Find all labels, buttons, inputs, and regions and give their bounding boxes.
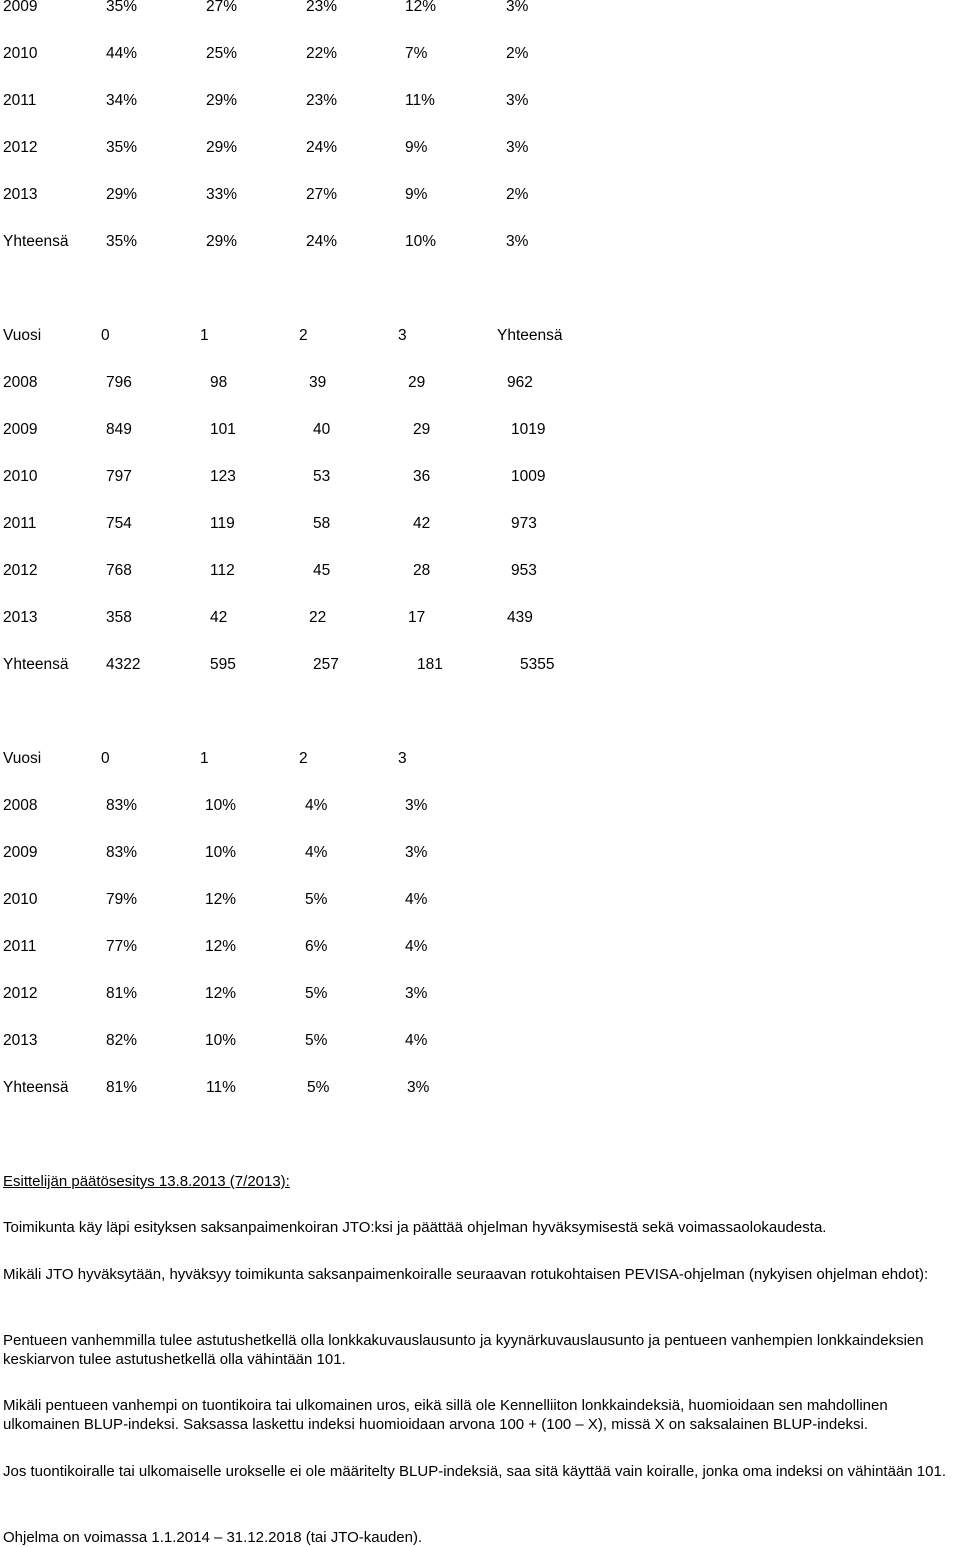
decision-heading-block — [3, 1172, 958, 1191]
year-cell: 2012 — [3, 139, 38, 156]
year-cell: 2010 — [3, 468, 38, 485]
paragraph-1-block — [3, 1218, 958, 1237]
value-cell: 849 — [106, 421, 132, 438]
value-cell: 754 — [106, 515, 132, 532]
value-cell: 12% — [405, 0, 437, 15]
value-cell: 1019 — [511, 421, 546, 438]
value-cell: 29 — [408, 374, 426, 391]
value-cell: 257 — [313, 656, 339, 673]
table-row — [0, 561, 960, 581]
value-cell: 29% — [106, 186, 138, 203]
value-cell: 11% — [206, 1079, 236, 1096]
table-row — [0, 514, 960, 534]
value-cell: 1009 — [511, 468, 546, 485]
value-cell: 6% — [305, 938, 328, 955]
value-cell: 35% — [106, 139, 138, 156]
value-cell: 595 — [210, 656, 236, 673]
value-cell: 27% — [306, 186, 338, 203]
value-cell: 3% — [405, 985, 428, 1002]
year-cell: 2009 — [3, 0, 38, 15]
paragraph-2-block — [3, 1265, 958, 1284]
table-row — [0, 373, 960, 393]
value-cell: 181 — [417, 656, 443, 673]
column-header: Yhteensä — [497, 327, 563, 344]
table-row — [0, 937, 960, 957]
value-cell: 2% — [506, 186, 529, 203]
year-cell: 2010 — [3, 891, 38, 908]
value-cell: 3% — [405, 844, 428, 861]
value-cell: 7% — [405, 45, 428, 62]
value-cell: 83% — [106, 844, 138, 861]
table-row-total — [0, 1078, 960, 1098]
value-cell: 79% — [106, 891, 138, 908]
paragraph-2: Mikäli JTO hyväksytään, hyväksyy toimikunta saksanpaimenkoiralle seuraavan rotukohtaisen PEVISA-ohjelman (nykyisen ohjelman ehdot): — [3, 1266, 929, 1283]
value-cell: 3% — [407, 1079, 430, 1096]
value-cell: 4% — [305, 844, 328, 861]
value-cell: 123 — [210, 468, 236, 485]
year-cell: 2008 — [3, 374, 38, 391]
value-cell: 58 — [313, 515, 331, 532]
table-row — [0, 420, 960, 440]
value-cell: 4% — [405, 1032, 428, 1049]
table-header-row — [0, 326, 960, 346]
value-cell: 22 — [309, 609, 327, 626]
value-cell: 39 — [309, 374, 327, 391]
total-label-cell: Yhteensä — [3, 233, 69, 250]
year-cell: 2011 — [3, 92, 37, 109]
value-cell: 29% — [206, 233, 238, 250]
value-cell: 4% — [405, 938, 428, 955]
value-cell: 29% — [206, 139, 238, 156]
value-cell: 25% — [206, 45, 238, 62]
value-cell: 34% — [106, 92, 138, 109]
value-cell: 42 — [210, 609, 228, 626]
value-cell: 83% — [106, 797, 138, 814]
year-cell: 2013 — [3, 609, 38, 626]
paragraph-4-block — [3, 1396, 958, 1434]
table-row — [0, 890, 960, 910]
year-cell: 2013 — [3, 1032, 38, 1049]
total-label-cell: Yhteensä — [3, 1079, 69, 1096]
paragraph-4: Mikäli pentueen vanhempi on tuontikoira tai ulkomainen uros, eikä sillä ole Kennelliiton lonkkaindeksiä, huomioidaan sen mahdollinen ulkomainen BLUP-indeksi. Saksassa laskettu indeksi huomioidaan arvona 100 + (100 – X), missä X on saksalainen BLUP-indeksi. — [3, 1397, 888, 1433]
column-header: Vuosi — [3, 750, 42, 767]
column-header: 3 — [398, 327, 407, 344]
value-cell: 3% — [506, 233, 529, 250]
column-header: Vuosi — [3, 327, 42, 344]
paragraph-1: Toimikunta käy läpi esityksen saksanpaimenkoiran JTO:ksi ja päättää ohjelman hyväksymisestä sekä voimassaolokaudesta. — [3, 1219, 827, 1236]
value-cell: 29 — [413, 421, 431, 438]
table-row — [0, 467, 960, 487]
value-cell: 10% — [205, 844, 237, 861]
value-cell: 28 — [413, 562, 431, 579]
total-label-cell: Yhteensä — [3, 656, 69, 673]
value-cell: 27% — [206, 0, 238, 15]
column-header: 1 — [200, 327, 209, 344]
value-cell: 973 — [511, 515, 537, 532]
value-cell: 10% — [205, 1032, 237, 1049]
table-row-total — [0, 655, 960, 675]
value-cell: 53 — [313, 468, 331, 485]
value-cell: 358 — [106, 609, 132, 626]
value-cell: 5% — [305, 891, 328, 908]
value-cell: 24% — [306, 233, 338, 250]
table-row — [0, 0, 960, 17]
value-cell: 3% — [405, 797, 428, 814]
table-row — [0, 843, 960, 863]
column-header: 3 — [398, 750, 407, 767]
value-cell: 9% — [405, 139, 428, 156]
value-cell: 4% — [405, 891, 428, 908]
value-cell: 3% — [506, 0, 529, 15]
value-cell: 3% — [506, 92, 529, 109]
value-cell: 5% — [307, 1079, 330, 1096]
value-cell: 2% — [506, 45, 529, 62]
value-cell: 36 — [413, 468, 431, 485]
value-cell: 40 — [313, 421, 331, 438]
year-cell: 2009 — [3, 844, 38, 861]
table-row — [0, 1031, 960, 1051]
value-cell: 29% — [206, 92, 238, 109]
value-cell: 5355 — [520, 656, 555, 673]
value-cell: 9% — [405, 186, 428, 203]
value-cell: 81% — [106, 985, 138, 1002]
paragraph-6: Ohjelma on voimassa 1.1.2014 – 31.12.2018 (tai JTO-kauden). — [3, 1529, 423, 1546]
column-header: 0 — [101, 327, 110, 344]
value-cell: 3% — [506, 139, 529, 156]
year-cell: 2008 — [3, 797, 38, 814]
value-cell: 44% — [106, 45, 138, 62]
value-cell: 796 — [106, 374, 132, 391]
value-cell: 953 — [511, 562, 537, 579]
table-row — [0, 608, 960, 628]
value-cell: 24% — [306, 139, 338, 156]
value-cell: 112 — [210, 562, 235, 579]
table-row — [0, 44, 960, 64]
value-cell: 119 — [210, 515, 235, 532]
value-cell: 10% — [405, 233, 437, 250]
year-cell: 2010 — [3, 45, 38, 62]
year-cell: 2011 — [3, 938, 37, 955]
paragraph-3: Pentueen vanhemmilla tulee astutushetkellä olla lonkkakuvauslausunto ja kyynärkuvauslausunto ja pentueen vanhempien lonkkaindeksien keskiarvon tulee astutushetkellä olla vähintään 101. — [3, 1332, 924, 1368]
paragraph-5-block — [3, 1462, 958, 1481]
value-cell: 11% — [405, 92, 435, 109]
year-cell: 2011 — [3, 515, 37, 532]
decision-heading: Esittelijän päätösesitys 13.8.2013 (7/2013): — [3, 1173, 290, 1190]
value-cell: 77% — [106, 938, 138, 955]
column-header: 0 — [101, 750, 110, 767]
value-cell: 23% — [306, 0, 338, 15]
value-cell: 10% — [205, 797, 237, 814]
table-row — [0, 138, 960, 158]
table-row-total — [0, 232, 960, 252]
value-cell: 35% — [106, 0, 138, 15]
column-header: 2 — [299, 750, 308, 767]
table-row — [0, 796, 960, 816]
paragraph-6-block — [3, 1528, 958, 1547]
value-cell: 33% — [206, 186, 238, 203]
year-cell: 2009 — [3, 421, 38, 438]
value-cell: 12% — [205, 985, 237, 1002]
value-cell: 23% — [306, 92, 338, 109]
value-cell: 22% — [306, 45, 338, 62]
value-cell: 42 — [413, 515, 431, 532]
value-cell: 81% — [106, 1079, 138, 1096]
value-cell: 101 — [210, 421, 236, 438]
value-cell: 5% — [305, 1032, 328, 1049]
table-row — [0, 185, 960, 205]
table-header-row — [0, 749, 960, 769]
value-cell: 12% — [205, 938, 237, 955]
value-cell: 439 — [507, 609, 533, 626]
value-cell: 4322 — [106, 656, 141, 673]
value-cell: 98 — [210, 374, 228, 391]
value-cell: 45 — [313, 562, 331, 579]
table-row — [0, 91, 960, 111]
year-cell: 2012 — [3, 985, 38, 1002]
value-cell: 82% — [106, 1032, 138, 1049]
year-cell: 2012 — [3, 562, 38, 579]
value-cell: 4% — [305, 797, 328, 814]
paragraph-5: Jos tuontikoiralle tai ulkomaiselle urokselle ei ole määritelty BLUP-indeksiä, saa sitä käyttää vain koiralle, jonka oma indeksi on vähintään 101. — [3, 1463, 946, 1480]
value-cell: 17 — [408, 609, 426, 626]
value-cell: 35% — [106, 233, 138, 250]
column-header: 2 — [299, 327, 308, 344]
value-cell: 5% — [305, 985, 328, 1002]
paragraph-3-block — [3, 1331, 958, 1369]
value-cell: 797 — [106, 468, 132, 485]
value-cell: 12% — [205, 891, 237, 908]
column-header: 1 — [200, 750, 209, 767]
year-cell: 2013 — [3, 186, 38, 203]
value-cell: 962 — [507, 374, 533, 391]
value-cell: 768 — [106, 562, 132, 579]
table-row — [0, 984, 960, 1004]
